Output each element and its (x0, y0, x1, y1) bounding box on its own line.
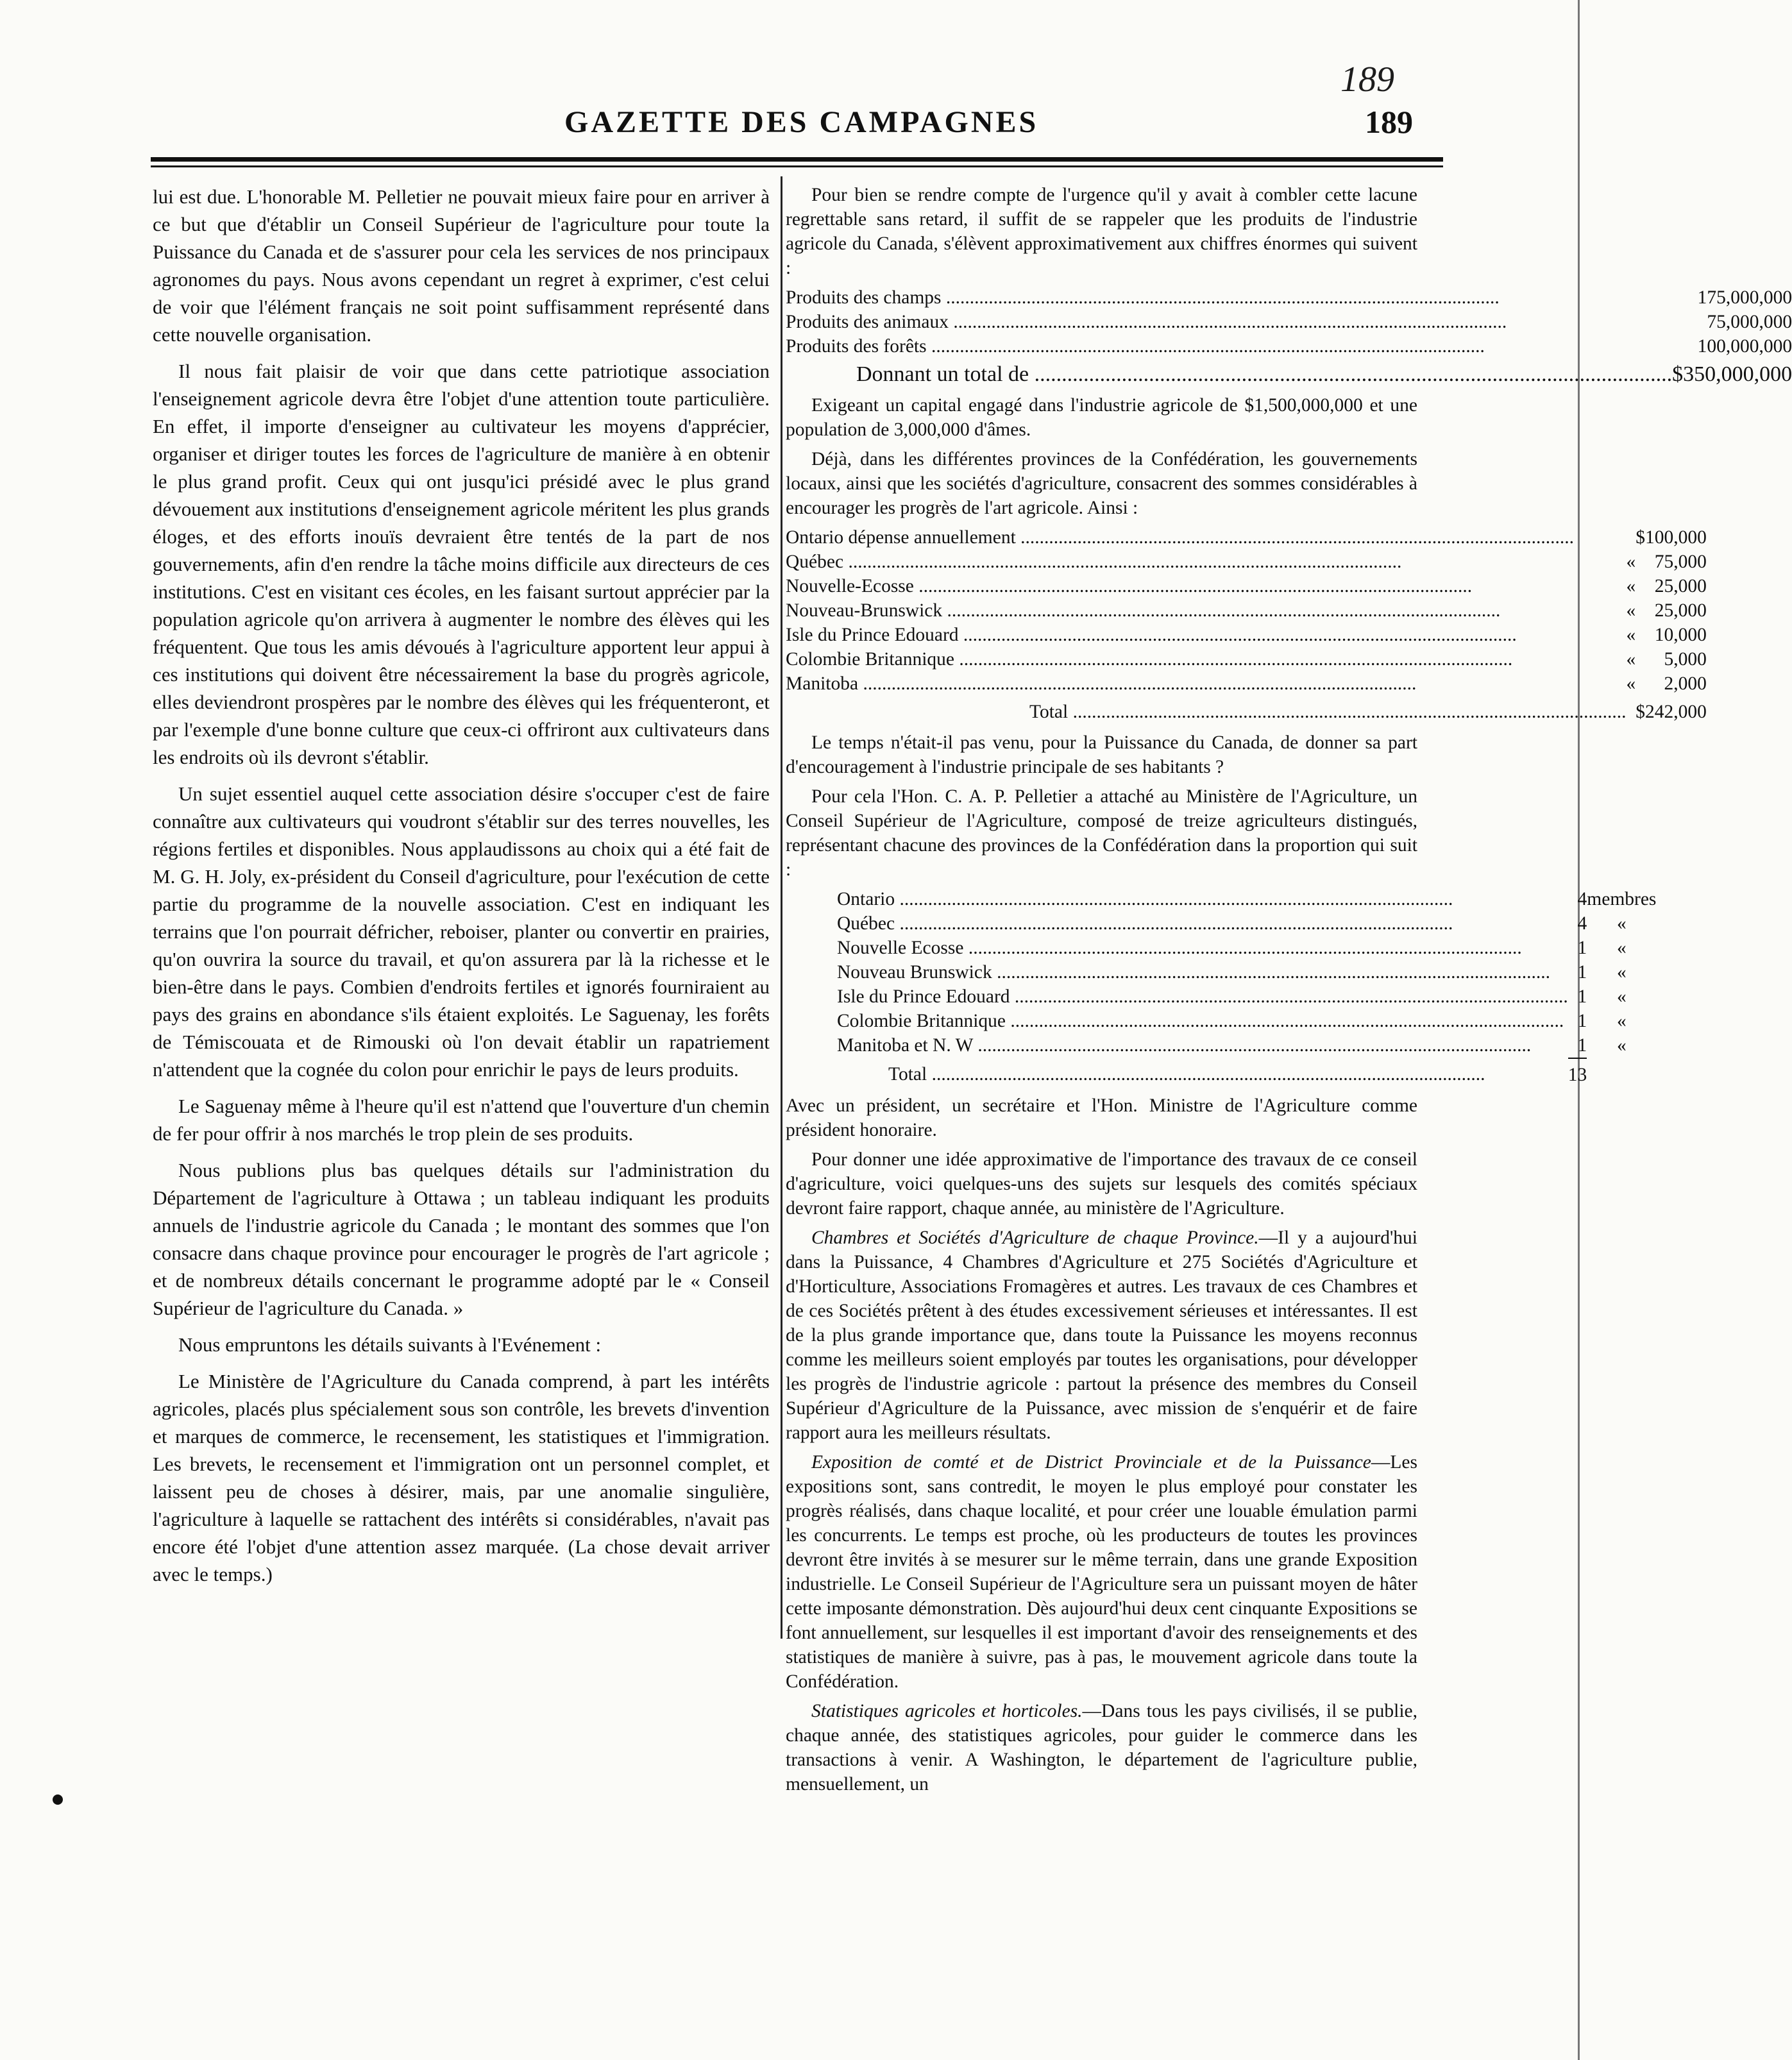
member-count: 1 (1577, 986, 1587, 1007)
spending-province: Québec ..... (786, 550, 1626, 574)
question-paragraph: Le temps n'était-il pas venu, pour la Puissance du Canada, de donner sa part d'encouragement à l'industrie principale de ses habitants ? (786, 732, 1417, 777)
paragraph: Un sujet essentiel auquel cette association désire s'occuper c'est de faire connaître aux cultivateurs qui voudront s'établir sur des terres nouvelles, les régions fertiles et disponibles. Nous applaudissons au choix qui a été fait de M. G. H. Joly, ex-président du Conseil d'agriculture, pour l'exécution de cette partie du programme de la nouvelle association. C'est en indiquant les terrains que l'on pourrait défricher, reboiser, planter ou convertir en prairies, qu'on ouvrira la source du travail, et qu'on assurera par là la richesse et le bien-être dans le pays. Combien d'endroits fertiles et ignorés fourniraient au pays des grains en abondance s'ils étaient exploités. Le Saguenay, les forêts de Témiscouata et de Rimouski où l'on devait établir un rapatriement n'attendent que la cognée du colon pour enrichir le pays de leurs produits. (153, 782, 770, 1081)
product-value: 175,000,000 (1697, 287, 1792, 308)
table-row (786, 550, 1707, 574)
member-unit: « (1616, 938, 1627, 958)
member-unit: « (1616, 986, 1627, 1007)
spending-province: Ontario dépense annuellement ..... (786, 525, 1626, 550)
member-province: Ontario ..... (837, 887, 1568, 911)
member-unit: « (1616, 913, 1627, 934)
ditto-mark: « (1626, 625, 1636, 645)
ditto-mark: « (1626, 552, 1636, 572)
paragraph: Le Ministère de l'Agriculture du Canada comprend, à part les intérêts agricoles, placés plus spécialement sous son contrôle, les brevets d'invention et marques de commerce, le recensement, les statistiques et l'immigration. Les brevets, le recensement et l'immigration ont un personnel complet, et laissent peu de choses à désirer, mais, par une anomalie singulière, l'agriculture à laquelle se rattachent des intérêts si considérables, n'avait pas encore été l'objet d'une attention assez marquée. (La chose devait arriver avec le temps.) (153, 1370, 770, 1585)
ditto-mark (1626, 696, 1636, 724)
product-label: Produits des animaux ..... (786, 310, 1672, 334)
member-province: Manitoba et N. W ..... (837, 1033, 1568, 1058)
president-paragraph: Avec un président, un secrétaire et l'Hon. Ministre de l'Agriculture comme président honoraire. (786, 1095, 1417, 1140)
member-province: Nouveau Brunswick ..... (837, 960, 1568, 984)
product-label: Produits des forêts ..... (786, 334, 1672, 359)
margin-dot (53, 1794, 63, 1805)
paragraph: Nous empruntons les détails suivants à l'Evénement : (178, 1333, 602, 1356)
table-row (786, 671, 1707, 696)
table-row (786, 623, 1707, 647)
spending-value: 25,000 (1654, 600, 1707, 621)
table-row (786, 598, 1707, 623)
ditto-mark: « (1626, 576, 1636, 596)
table-row (786, 285, 1792, 310)
section-text: —Les expositions sont, sans contredit, le moyen le plus employé pour constater les progrès réalisés, dans chaque localité, et pour créer une louable émulation parmi les concurrents. Le temps est proche, où les producteurs de toutes les provinces devront être invités à se mesurer sur le même terrain, dans une grande Exposition industrielle. Le Conseil Supérieur de l'Agriculture sera un puissant moyen de hâter cette imposante démonstration. Dès aujourd'hui deux cent cinquante Expositions se font annuellement, sur lesquelles il est important d'avoir des renseignements et des statistiques de manière à suivre, pas à pas, le mouvement agricole dans toute la Confédération. (786, 1452, 1417, 1692)
ditto-mark: « (1626, 600, 1636, 621)
table-row (837, 911, 1656, 936)
member-unit: « (1616, 1011, 1627, 1031)
spending-province: Isle du Prince Edouard ..... (786, 623, 1626, 647)
masthead (0, 99, 1623, 151)
paragraph: Il nous fait plaisir de voir que dans cette patriotique association l'enseignement agricole devra être l'objet d'une attention toute particulière. En effet, il importe d'enseigner au cultivateur les moyens d'apprécier, organiser et diriger toutes les forces de l'agriculture de manière à en obtenir le plus grand profit. Ceux qui ont jusqu'ici présidé avec le plus grand dévouement aux institutions d'enseignement agricole méritent les plus grands éloges, et des efforts inouïs devraient être tentés de la part de nos gouvernements, afin d'en rendre la tâche moins difficile aux directeurs de ces institutions. C'est en visitant ces écoles, en les faisant surtout apprécier par la population agricole qu'on arrivera à augmenter le nombre des élèves qui les fréquentent. Que tous les amis dévoués à l'agriculture apportent leur appui à ces institutions qui doivent être nécessairement la base du progrès agricole, elles deviendront prospères par le nombre des élèves qui les fréquenteront, et par l'exemple d'une bonne culture que ceux-ci offriront aux cultivateurs dans les endroits où ils devront s'établir. (153, 360, 770, 768)
member-unit: « (1616, 962, 1627, 983)
spending-value: $100,000 (1636, 527, 1707, 548)
table-row (837, 1009, 1656, 1033)
members-total-row (837, 1058, 1656, 1087)
page-number: 189 (1365, 104, 1413, 140)
spending-province: Nouvelle-Ecosse ..... (786, 574, 1626, 598)
paragraph: lui est due. L'honorable M. Pelletier ne pouvait mieux faire pour en arriver à ce but que d'établir un Conseil Supérieur de l'agriculture pour toute la Puissance du Canada et de s'assurer pour cela les services de nos principaux agronomes du pays. Nous avons cependant un regret à exprimer, c'est celui de voir que l'élément français ne soit point suffisamment représenté dans cette nouvelle organisation. (153, 185, 770, 346)
spending-province: Nouveau-Brunswick ..... (786, 598, 1626, 623)
members-table (837, 887, 1656, 1087)
ditto-mark: « (1626, 649, 1636, 670)
section-paragraph (786, 1699, 1417, 1796)
section-text: —Dans tous les pays civilisés, il se publie, chaque année, des statistiques agricoles, pour guider le commerce dans les transactions à venir. A Washington, le département de l'agriculture publie, mensuellement, un (786, 1701, 1417, 1794)
spending-value: 10,000 (1654, 625, 1707, 645)
member-province: Nouvelle Ecosse ..... (837, 936, 1568, 960)
products-table (786, 285, 1792, 387)
header-rule-thick (151, 157, 1443, 162)
paragraph: Nous publions plus bas quelques détails sur l'administration du Département de l'agriculture à Ottawa ; un tableau indiquant les produits annuels de l'industrie agricole du Canada ; le montant des sommes que l'on consacre dans chaque province pour encourager le progrès de l'art agricole ; et de nombreux détails concernant le programme adopté par le « Conseil Supérieur de l'agriculture du Canada. » (153, 1159, 770, 1319)
table-row (786, 334, 1792, 359)
table-row (837, 1033, 1656, 1058)
spending-province: Manitoba ..... (786, 671, 1626, 696)
member-count: 4 (1577, 889, 1587, 909)
section-paragraph (786, 1226, 1417, 1445)
products-total-row (786, 359, 1792, 387)
spending-total-label: Total ..... (786, 696, 1626, 724)
member-province: Isle du Prince Edouard ..... (837, 984, 1568, 1009)
table-row (837, 960, 1656, 984)
members-total-spacer (1587, 1058, 1656, 1087)
table-row (837, 936, 1656, 960)
product-label: Produits des champs ..... (786, 285, 1672, 310)
members-total-label: Total ..... (837, 1058, 1568, 1087)
products-total-value: $350,000,000 (1672, 362, 1792, 386)
spending-value: 2,000 (1664, 673, 1707, 694)
section-paragraph (786, 1450, 1417, 1694)
page-title: GAZETTE DES CAMPAGNES (564, 105, 1039, 139)
spending-table (786, 525, 1707, 724)
section-text: —Il y a aujourd'hui dans la Puissance, 4 Chambres d'Agriculture et 275 Sociétés d'Agriculture et d'Horticulture, Associations Fromagères et autres. Les travaux de ces Chambres et de ces Sociétés prêtent à des études excessivement sérieuses et intéressantes. Il est de la plus grande importance que, dans toute la Puissance les moyens reconnus comme les meilleurs soient employés par toutes les organisations, pour développer les progrès de l'industrie agricole : partout la présence des membres du Conseil Supérieur d'Agriculture de la Puissance, avec mission de s'enquérir et de faire rapport aura les meilleurs résultats. (786, 1228, 1417, 1443)
member-unit: « (1616, 1035, 1627, 1056)
member-province: Québec ..... (837, 911, 1568, 936)
council-paragraph: Pour cela l'Hon. C. A. P. Pelletier a attaché au Ministère de l'Agriculture, un Conseil Supérieur de l'Agriculture, composé de treize agriculteurs distingués, représentant chacune des provinces de la Confédération dans la proportion qui suit : (786, 786, 1417, 880)
member-count: 4 (1577, 913, 1587, 934)
spending-value: 75,000 (1654, 552, 1707, 572)
right-column (786, 183, 1792, 1802)
ditto-mark (1626, 525, 1636, 550)
section-title: Exposition de comté et de District Provinciale et de la Puissance (811, 1452, 1371, 1473)
table-row (837, 984, 1656, 1009)
table-row (837, 887, 1656, 911)
table-row (786, 574, 1707, 598)
table-row (786, 525, 1707, 550)
table-row (786, 647, 1707, 671)
member-unit: membres (1587, 889, 1657, 909)
member-count: 1 (1577, 1011, 1587, 1031)
capital-paragraph: Exigeant un capital engagé dans l'industrie agricole de $1,500,000,000 et une population de 3,000,000 d'âmes. (786, 395, 1417, 440)
column-divider (781, 176, 782, 1639)
spending-value: 25,000 (1654, 576, 1707, 596)
product-value: 75,000,000 (1707, 312, 1792, 332)
member-count: 1 (1577, 938, 1587, 958)
member-province: Colombie Britannique ..... (837, 1009, 1568, 1033)
member-count: 1 (1577, 962, 1587, 983)
handwritten-page-number: 189 (1340, 60, 1394, 99)
spending-total-row (786, 696, 1707, 724)
paragraph: Le Saguenay même à l'heure qu'il est n'attend que l'ouverture d'un chemin de fer pour offrir à nos marchés le trop plein de ses produits. (153, 1095, 770, 1145)
product-value: 100,000,000 (1697, 336, 1792, 357)
section-title: Chambres et Sociétés d'Agriculture de chaque Province. (811, 1228, 1259, 1248)
spending-value: 5,000 (1664, 649, 1707, 670)
intro-paragraph: Pour bien se rendre compte de l'urgence qu'il y avait à combler cette lacune regrettable sans retard, il suffit de se rappeler que les produits de l'industrie agricole du Canada, s'élèvent approximativement aux chiffres énormes qui suivent : (786, 185, 1417, 278)
spending-province: Colombie Britannique ..... (786, 647, 1626, 671)
ditto-mark: « (1626, 673, 1636, 694)
work-paragraph: Pour donner une idée approximative de l'importance des travaux de ce conseil d'agriculture, voici quelques-uns des sujets sur lesquels des comités spéciaux devront faire rapport, chaque année, au ministère de l'Agriculture. (786, 1149, 1417, 1219)
provinces-paragraph: Déjà, dans les différentes provinces de la Confédération, les gouvernements locaux, ainsi que les sociétés d'agriculture, consacrent des sommes considérables à encourager les progrès de l'art agricole. Ainsi : (786, 449, 1417, 518)
header-rule-thin (151, 165, 1443, 167)
products-total-label: Donnant un total de ..... (786, 359, 1672, 387)
left-column (153, 183, 770, 1597)
spending-total-value: $242,000 (1636, 702, 1707, 722)
member-count: 1 (1577, 1035, 1587, 1056)
section-title: Statistiques agricoles et horticoles. (811, 1701, 1083, 1721)
table-row (786, 310, 1792, 334)
members-total-value: 13 (1568, 1058, 1587, 1087)
